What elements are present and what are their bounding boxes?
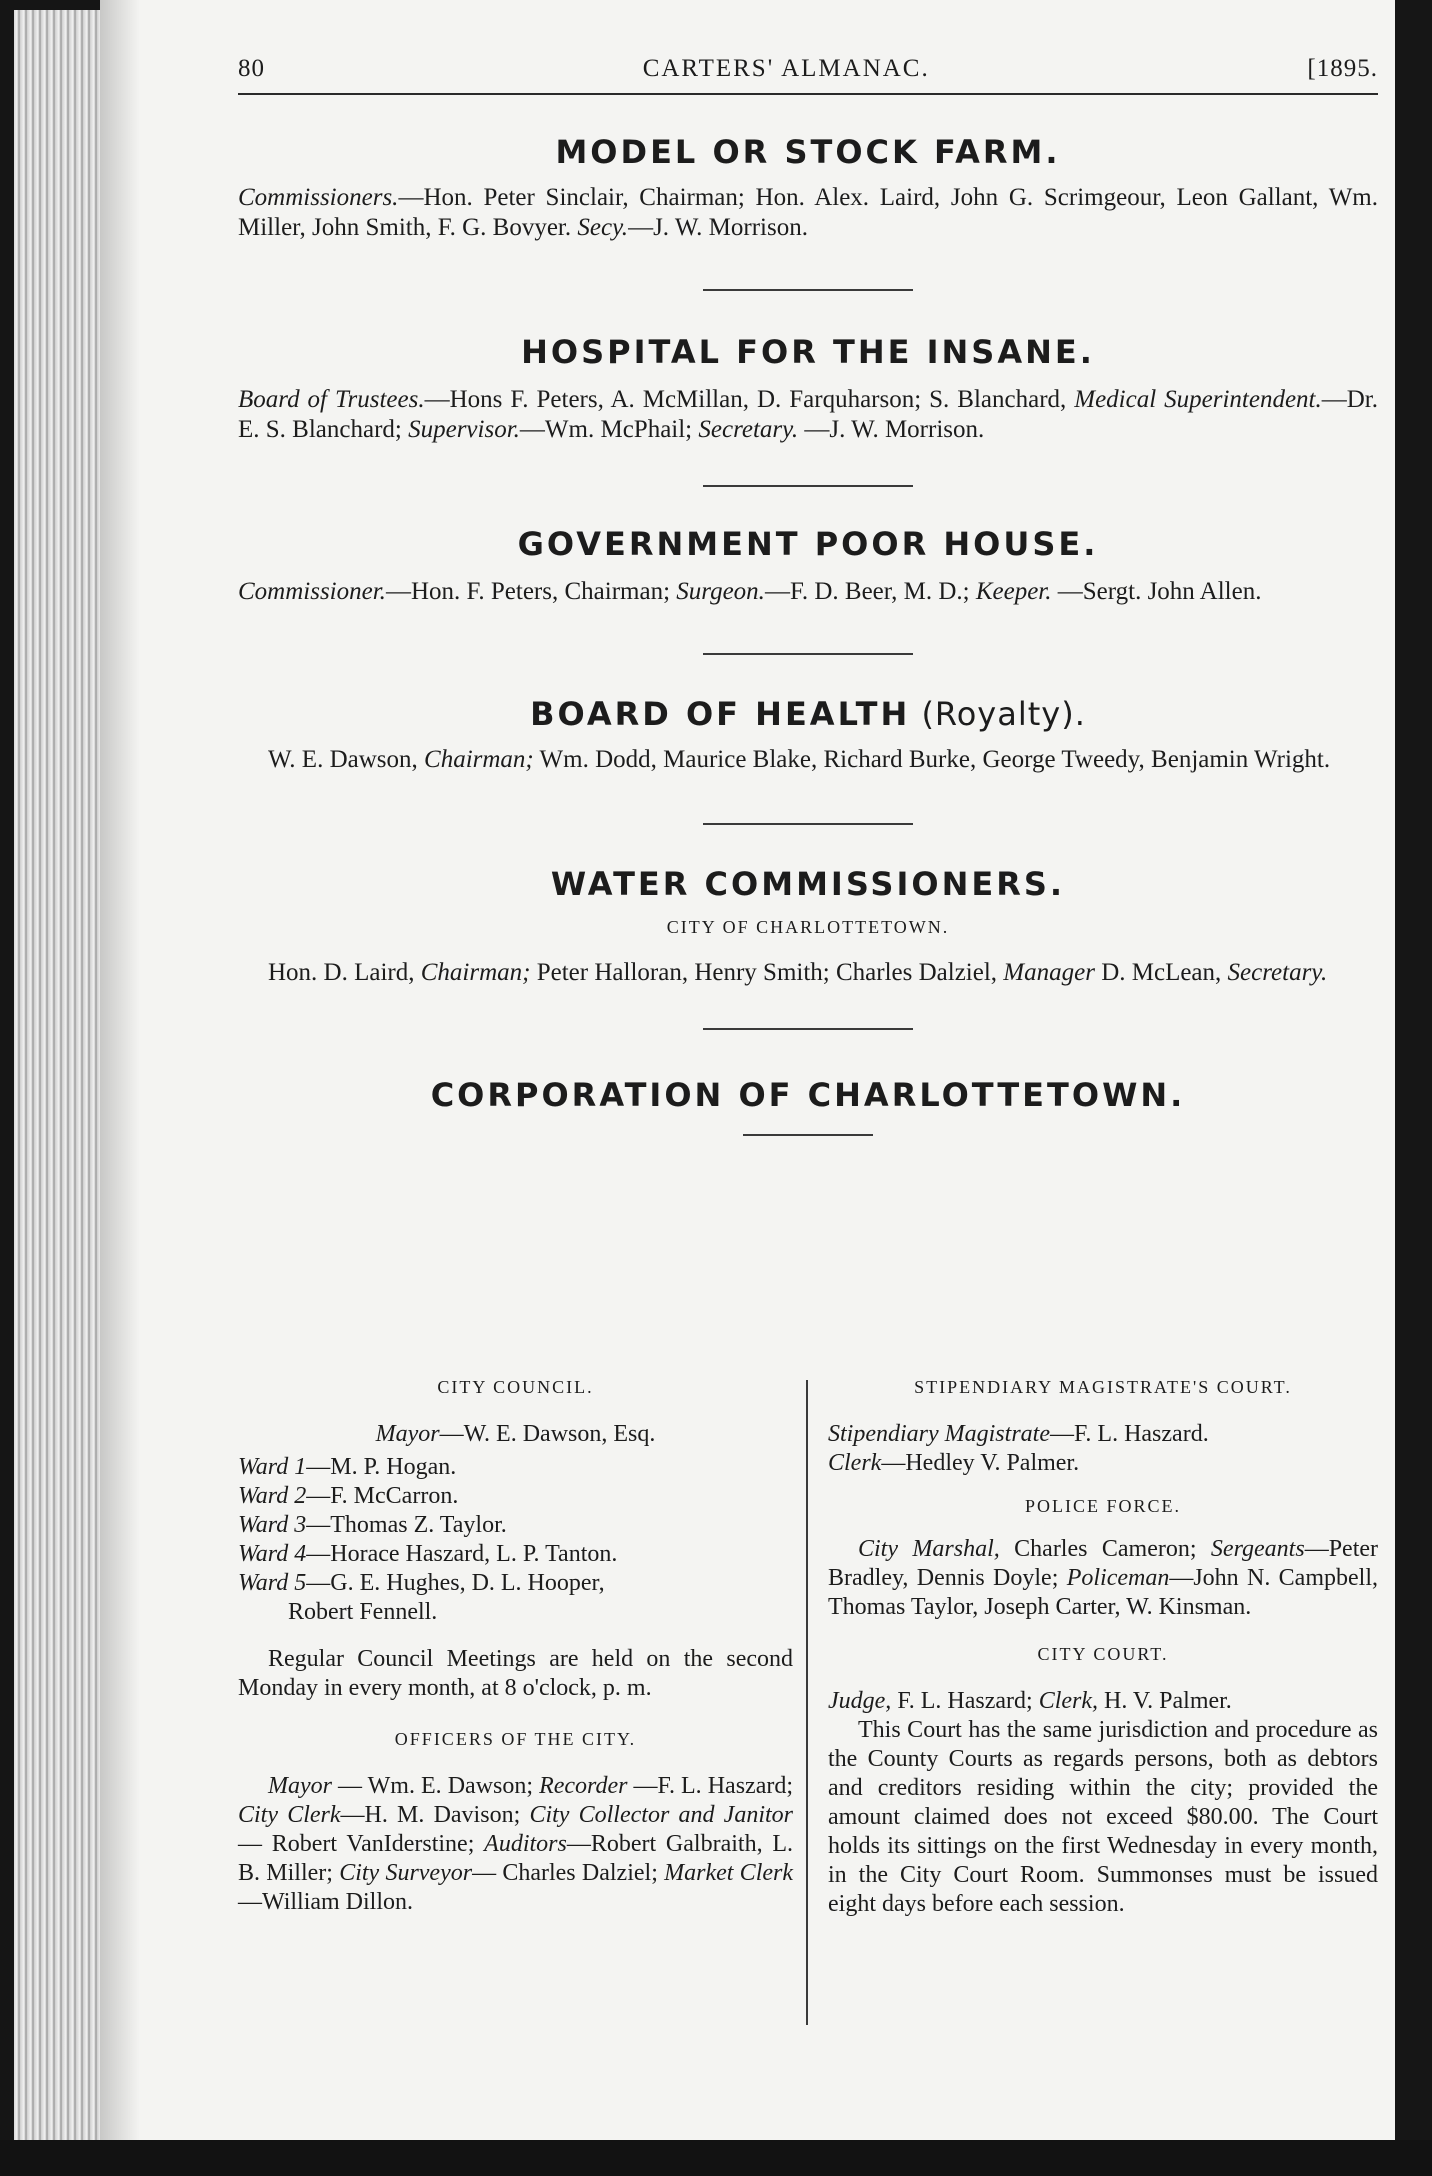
police-text (828, 1535, 1378, 1622)
clerk-line (828, 1449, 1378, 1478)
ward-label: Ward 5 (238, 1570, 307, 1596)
hospital-text (238, 385, 1378, 445)
names: Peter Halloran, Henry Smith; Charles Dalziel, (530, 959, 1004, 986)
role: Chairman; (424, 746, 534, 773)
city-court-text: This Court has the same jurisdiction and procedure as the County Courts as regards persons, both as debtors and creditors residing within the city; provided the amount claimed does not exceed $80.00. The Court holds its sittings on the first Wednesday in every month, in the City Court Room. Summonses must be issued eight days before each session. (828, 1717, 1378, 1917)
ward-line (238, 1511, 793, 1540)
water-subtitle: CITY OF CHARLOTTETOWN. (666, 917, 950, 937)
names: —Robert Galbraith, L. B. Miller; (238, 1831, 793, 1886)
names: —Peter Bradley, Dennis Doyle; (828, 1536, 1378, 1591)
section-rule (743, 1134, 873, 1136)
role: Secretary. (1227, 959, 1328, 986)
background-bottom (0, 2140, 1432, 2176)
ward-line (238, 1569, 793, 1598)
names: —Dr. E. S. Blanchard; (238, 386, 1378, 443)
section-title-corporation: CORPORATION OF CHARLOTTETOWN. (430, 1076, 1186, 1114)
page-number: 80 (238, 55, 265, 82)
model-farm-text (238, 183, 1378, 243)
role: Recorder (539, 1773, 628, 1799)
mayor-line (238, 1420, 793, 1449)
role: Surgeon. (676, 578, 765, 605)
section-title-hospital: HOSPITAL FOR THE INSANE. (521, 333, 1095, 371)
names: Wm. Dodd, Maurice Blake, Richard Burke, George Tweedy, Benjamin Wright. (533, 746, 1331, 773)
meetings-text: Regular Council Meetings are held on the second Monday in every month, at 8 o'clock, p. m. (238, 1646, 793, 1701)
names: —J. W. Morrison. (798, 416, 985, 443)
ward-line (238, 1482, 793, 1511)
title-suffix: (Royalty). (910, 695, 1086, 733)
role: Policeman (1066, 1565, 1170, 1591)
ward-names: —F. McCarron. (306, 1483, 459, 1509)
names: —John N. Campbell, Thomas Taylor, Joseph Carter, W. Kinsman. (828, 1565, 1378, 1620)
section-title-model-farm: MODEL OR STOCK FARM. (555, 133, 1061, 171)
role: Market Clerk (664, 1860, 794, 1886)
role: Supervisor. (408, 416, 520, 443)
police-heading: POLICE FORCE. (1024, 1496, 1182, 1516)
role: Clerk, (1038, 1688, 1099, 1714)
ward-names: —Horace Haszard, L. P. Tanton. (306, 1541, 618, 1567)
names: —Wm. McPhail; (519, 416, 699, 443)
section-title-water: WATER COMMISSIONERS. (550, 865, 1066, 903)
names: —Hons F. Peters, A. McMillan, D. Farquharson; S. Blanchard, (424, 386, 1075, 413)
names: Charles Cameron; (999, 1536, 1211, 1562)
year: [1895. (1307, 55, 1378, 82)
ward-names: —M. P. Hogan. (306, 1454, 457, 1480)
publication-title: CARTERS' ALMANAC. (642, 55, 930, 82)
names: — Robert VanIderstine; (238, 1831, 485, 1857)
role: Mayor (268, 1773, 332, 1799)
magistrate-line (828, 1420, 1378, 1449)
role: Auditors (484, 1831, 567, 1857)
section-title-poor-house: GOVERNMENT POOR HOUSE. (517, 525, 1099, 563)
water-text (238, 958, 1378, 988)
role: Board of Trustees. (238, 386, 425, 413)
role: Manager (1003, 959, 1095, 986)
names: — Charles Dalziel; (472, 1860, 665, 1886)
role: Commissioner. (238, 578, 386, 605)
role: Stipendiary Magistrate (828, 1421, 1050, 1447)
role: Secretary. (698, 416, 799, 443)
spine-shadow (100, 0, 140, 2176)
city-court-heading: CITY COURT. (1037, 1644, 1169, 1664)
ward-line (238, 1453, 793, 1482)
city-council-heading: CITY COUNCIL. (437, 1377, 594, 1397)
judge-line (828, 1687, 1378, 1716)
background-right (1395, 0, 1432, 2176)
role: Keeper. (975, 578, 1052, 605)
names: —Hedley V. Palmer. (881, 1450, 1080, 1476)
role: Clerk (828, 1450, 882, 1476)
role: Commissioners. (238, 184, 399, 211)
ward-label: Ward 4 (238, 1541, 307, 1567)
names: —William Dillon. (238, 1889, 414, 1915)
column-divider (806, 1380, 808, 2025)
role: Sergeants (1210, 1536, 1305, 1562)
left-column (238, 1375, 793, 1917)
role: City Collector and Janitor (529, 1802, 793, 1828)
names: —Hon. Peter Sinclair, Chairman; Hon. Alex. Laird, John G. Scrimgeour, Leon Gallant, Wm. Miller, John Smith, F. G. Bovyer. (238, 184, 1378, 241)
two-column-area (238, 1375, 1378, 2095)
names: —H. M. Davison; (340, 1802, 530, 1828)
names: —Sergt. John Allen. (1051, 578, 1262, 605)
role: Judge, (828, 1688, 892, 1714)
page-edges (14, 10, 114, 2160)
page-content (238, 55, 1378, 1917)
role: City Marshal, (858, 1536, 1000, 1562)
names: D. McLean, (1094, 959, 1228, 986)
title-main: BOARD OF HEALTH (530, 695, 911, 733)
running-head (238, 55, 1378, 95)
ward-label: Ward 3 (238, 1512, 307, 1538)
role: Mayor (375, 1421, 440, 1447)
ward-names: —Thomas Z. Taylor. (306, 1512, 507, 1538)
role: Secy. (577, 214, 629, 241)
names: Hon. D. Laird, (268, 959, 421, 986)
names: F. L. Haszard; (891, 1688, 1039, 1714)
role: Medical Superintendent. (1074, 386, 1322, 413)
names: —W. E. Dawson, Esq. (439, 1421, 656, 1447)
names: H. V. Palmer. (1098, 1688, 1232, 1714)
role: City Surveyor (339, 1860, 473, 1886)
ward-line (238, 1540, 793, 1569)
officers-text (238, 1772, 793, 1917)
role: Chairman; (420, 959, 531, 986)
names: —F. D. Beer, M. D.; (764, 578, 976, 605)
poor-house-text (238, 577, 1378, 607)
role: City Clerk (238, 1802, 341, 1828)
names: —F. L. Haszard; (627, 1773, 794, 1799)
names: —F. L. Haszard. (1049, 1421, 1209, 1447)
officers-heading: OFFICERS OF THE CITY. (394, 1729, 637, 1749)
ward-list (238, 1453, 793, 1627)
magistrate-court-heading: STIPENDIARY MAGISTRATE'S COURT. (914, 1377, 1292, 1397)
ward-names: —G. E. Hughes, D. L. Hooper, (306, 1570, 605, 1596)
board-of-health-text (238, 745, 1378, 775)
names: W. E. Dawson, (268, 746, 425, 773)
right-column (828, 1375, 1378, 1919)
ward-label: Ward 1 (238, 1454, 307, 1480)
ward-label: Ward 2 (238, 1483, 307, 1509)
ward-line-continued: Robert Fennell. (288, 1599, 438, 1625)
section-title-board-of-health (238, 695, 1378, 733)
names: —J. W. Morrison. (628, 214, 808, 241)
names: — Wm. E. Dawson; (331, 1773, 540, 1799)
names: —Hon. F. Peters, Chairman; (385, 578, 677, 605)
